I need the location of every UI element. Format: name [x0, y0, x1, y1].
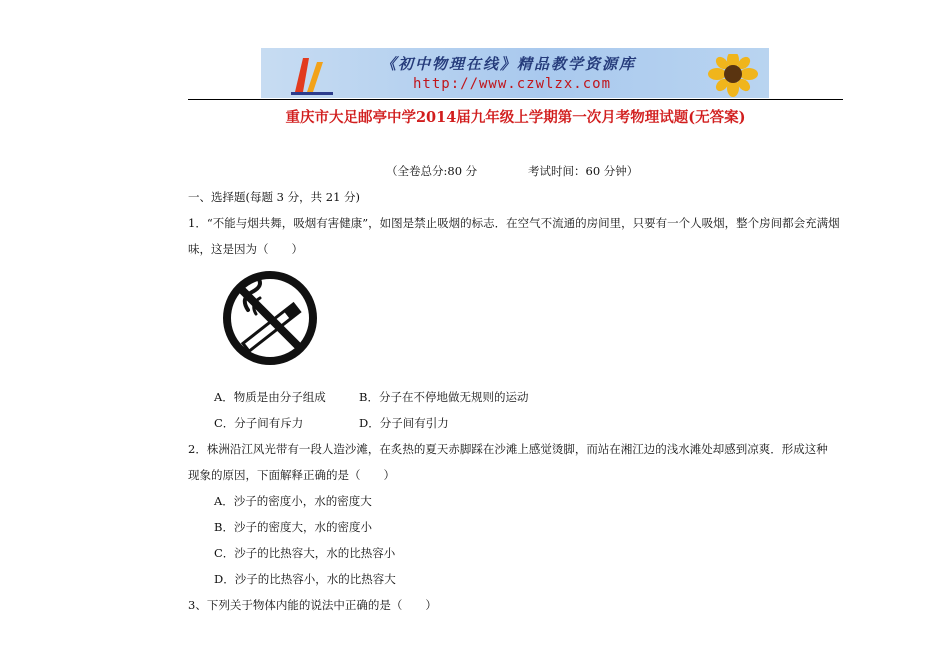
question-2-option-b: B．沙子的密度大，水的密度小	[214, 520, 372, 534]
page-title: 重庆市大足邮亭中学2014届九年级上学期第一次月考物理试题(无答案)	[285, 109, 746, 126]
question-1-option-d: D．分子间有引力	[359, 416, 449, 430]
question-1-line-2: 味，这是因为（ ）	[188, 242, 303, 256]
question-1-line-1: 1．“不能与烟共舞，吸烟有害健康”，如图是禁止吸烟的标志．在空气不流通的房间里，只要有一个人吸烟，整个房间都会充满烟	[188, 216, 840, 230]
question-1-option-a: A．物质是由分子组成	[214, 390, 326, 404]
question-2-line-1: 2．株洲沿江风光带有一段人造沙滩，在炙热的夏天赤脚踩在沙滩上感觉烫脚，而站在湘江边的浅水滩处却感到凉爽．形成这种	[188, 442, 828, 456]
site-logo-icon	[289, 52, 335, 96]
sunflower-icon	[703, 54, 763, 98]
exam-total-score: （全卷总分:80 分	[386, 164, 478, 178]
section-heading: 一、选择题(每题 3 分，共 21 分)	[188, 190, 361, 204]
question-3-line-1: 3、下列关于物体内能的说法中正确的是（ ）	[188, 598, 437, 612]
no-smoking-icon	[220, 268, 320, 368]
header-rule	[188, 99, 843, 100]
header-banner	[261, 48, 769, 98]
question-2-option-d: D．沙子的比热容小，水的比热容大	[214, 572, 396, 586]
banner-title: 《初中物理在线》精品教学资源库	[381, 55, 637, 73]
banner-url: http://www.czwlzx.com	[413, 76, 612, 92]
question-1-option-b: B．分子在不停地做无规则的运动	[359, 390, 529, 404]
question-2-line-2: 现象的原因，下面解释正确的是（ ）	[188, 468, 395, 482]
question-2-option-a: A．沙子的密度小，水的密度大	[214, 494, 372, 508]
question-2-option-c: C．沙子的比热容大，水的比热容小	[214, 546, 396, 560]
exam-time: 考试时间：60 分钟）	[528, 164, 639, 178]
question-1-option-c: C．分子间有斥力	[214, 416, 304, 430]
